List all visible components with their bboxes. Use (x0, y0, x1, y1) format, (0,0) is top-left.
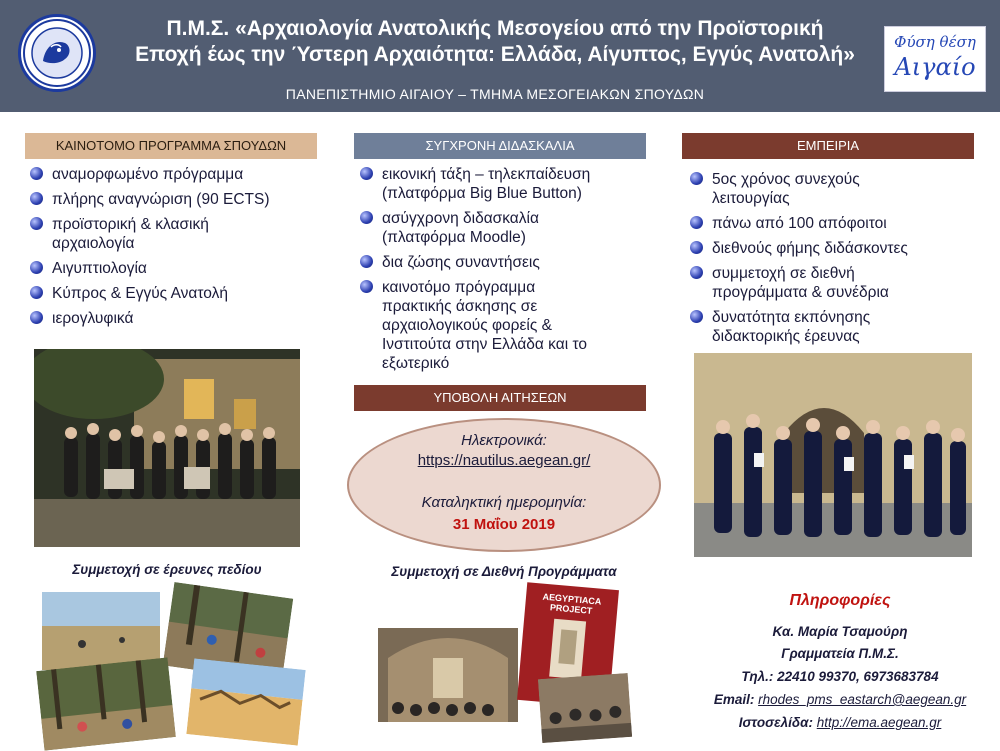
bullet-icon (360, 255, 373, 268)
international-photo-2 (538, 673, 632, 743)
list-item (690, 170, 980, 208)
website-row (690, 715, 990, 730)
group-photo (34, 349, 300, 547)
contact-name: Κα. Μαρία Τσαμούρη (772, 624, 908, 639)
website-link[interactable]: http://ema.aegean.gr (816, 715, 942, 730)
list-item (30, 215, 320, 253)
title-line-1: Π.Μ.Σ. «Αρχαιολογία Ανατολικής Μεσογείου από την Προϊστορική (166, 17, 824, 40)
list-item-line: διδακτορικής έρευνας (712, 328, 860, 345)
list-item-line: (πλατφόρμα Moodle) (382, 229, 526, 246)
list-item-line: καινοτόμο πρόγραμμα (382, 279, 536, 296)
list-item-line: πλήρης αναγνώριση (90 ECTS) (52, 191, 270, 208)
fieldwork-photo-1 (42, 592, 160, 670)
bullet-icon (360, 211, 373, 224)
list-item-line: Αιγυπτιολογία (52, 260, 147, 277)
fieldwork-photo-3 (36, 657, 176, 750)
col1-list (30, 165, 320, 334)
list-item-line: πάνω από 100 απόφοιτοι (712, 215, 887, 232)
list-item (30, 190, 320, 209)
list-item (690, 239, 980, 258)
deadline-label: Καταληκτική ημερομηνία: (421, 494, 587, 511)
online-label: Ηλεκτρονικά: (461, 432, 547, 449)
list-item (690, 308, 980, 346)
title-line-2: Εποχή έως την Ύστερη Αρχαιότητα: Ελλάδα, Αίγυπτος, Εγγύς Ανατολή» (135, 43, 855, 66)
list-item-line: (πλατφόρμα Big Blue Button) (382, 185, 582, 202)
list-item (690, 264, 980, 302)
col2-list (360, 165, 660, 379)
list-item (30, 284, 320, 303)
aegean-logo-line-2: Αιγαίο (894, 53, 976, 81)
list-item-line: αρχαιολογικούς φορείς & (382, 317, 552, 334)
list-item (690, 214, 980, 233)
bullet-icon (690, 241, 703, 254)
email-row (690, 692, 990, 707)
bullet-icon (360, 280, 373, 293)
list-item-line: δια ζώσης συναντήσεις (382, 254, 540, 271)
list-item (360, 165, 660, 203)
list-item-line: ιερογλυφικά (52, 310, 134, 327)
list-item-line: πρακτικής άσκησης σε (382, 298, 538, 315)
list-item-line: προϊστορική & κλασική (52, 216, 209, 233)
bullet-icon (690, 266, 703, 279)
aegean-logo-line-1: Φύση θέση (894, 33, 976, 51)
list-item (30, 309, 320, 328)
list-item (360, 253, 660, 272)
list-item-line: συμμετοχή σε διεθνή (712, 265, 855, 282)
col2-caption: Συμμετοχή σε Διεθνή Προγράμματα (391, 564, 617, 579)
page-subtitle: ΠΑΝΕΠΙΣΤΗΜΙΟ ΑΙΓΑΙΟΥ – ΤΜΗΜΑ ΜΕΣΟΓΕΙΑΚΩΝ ΣΠΟΥΔΩΝ (285, 86, 705, 102)
list-item-line: προγράμματα & συνέδρια (712, 284, 889, 301)
header-banner (0, 0, 1000, 112)
list-item-line: Ινστιτούτα στην Ελλάδα και το (382, 336, 587, 353)
poster-title: AEGYPTIACA PROJECT (542, 591, 602, 616)
info-title: Πληροφορίες (789, 592, 891, 609)
list-item-line: αρχαιολογία (52, 235, 135, 252)
email-label: Email: (713, 692, 755, 707)
list-item (360, 278, 660, 373)
application-info-oval (347, 418, 661, 552)
email-link[interactable]: rhodes_pms_eastarch@aegean.gr (758, 692, 967, 707)
bullet-icon (30, 167, 43, 180)
application-url-link[interactable]: https://nautilus.aegean.gr/ (417, 452, 591, 469)
phone-numbers: Τηλ.: 22410 99370, 6973683784 (741, 669, 939, 684)
list-item (360, 209, 660, 247)
list-item (30, 165, 320, 184)
col1-heading: ΚΑΙΝΟΤΟΜΟ ΠΡΟΓΡΑΜΜΑ ΣΠΟΥΔΩΝ (25, 133, 317, 159)
col3-heading: ΕΜΠΕΙΡΙΑ (682, 133, 974, 159)
bullet-icon (690, 216, 703, 229)
submit-heading: ΥΠΟΒΟΛΗ ΑΙΤΗΣΕΩΝ (354, 385, 646, 411)
list-item-line: αναμορφωμένο πρόγραμμα (52, 166, 244, 183)
aegean-logo (884, 26, 986, 92)
list-item-line: εξωτερικό (382, 355, 450, 372)
bullet-icon (690, 310, 703, 323)
conference-photo (378, 628, 518, 722)
bullet-icon (30, 286, 43, 299)
list-item-line: λειτουργίας (712, 190, 790, 207)
bullet-icon (30, 217, 43, 230)
fieldwork-photo-4 (186, 658, 305, 745)
bullet-icon (30, 311, 43, 324)
list-item-line: 5ος χρόνος συνεχούς (712, 171, 860, 188)
university-seal-logo (18, 14, 96, 92)
list-item-line: εικονική τάξη – τηλεκπαίδευση (382, 166, 591, 183)
bullet-icon (690, 172, 703, 185)
website-label: Ιστοσελίδα: (738, 715, 813, 730)
office-name: Γραμματεία Π.Μ.Σ. (781, 646, 899, 661)
page-title (110, 16, 880, 68)
bullet-icon (30, 192, 43, 205)
list-item-line: δυνατότητα εκπόνησης (712, 309, 871, 326)
bullet-icon (30, 261, 43, 274)
col3-list (690, 170, 980, 352)
list-item-line: ασύγχρονη διδασκαλία (382, 210, 539, 227)
list-item-line: διεθνούς φήμης διδάσκοντες (712, 240, 908, 257)
deadline-date: 31 Μαΐου 2019 (452, 516, 556, 533)
graduation-photo (694, 353, 972, 557)
list-item-line: Κύπρος & Εγγύς Ανατολή (52, 285, 228, 302)
bullet-icon (360, 167, 373, 180)
list-item (30, 259, 320, 278)
col2-heading: ΣΥΓΧΡΟΝΗ ΔΙΔΑΣΚΑΛΙΑ (354, 133, 646, 159)
col1-caption: Συμμετοχή σε έρευνες πεδίου (72, 562, 262, 577)
